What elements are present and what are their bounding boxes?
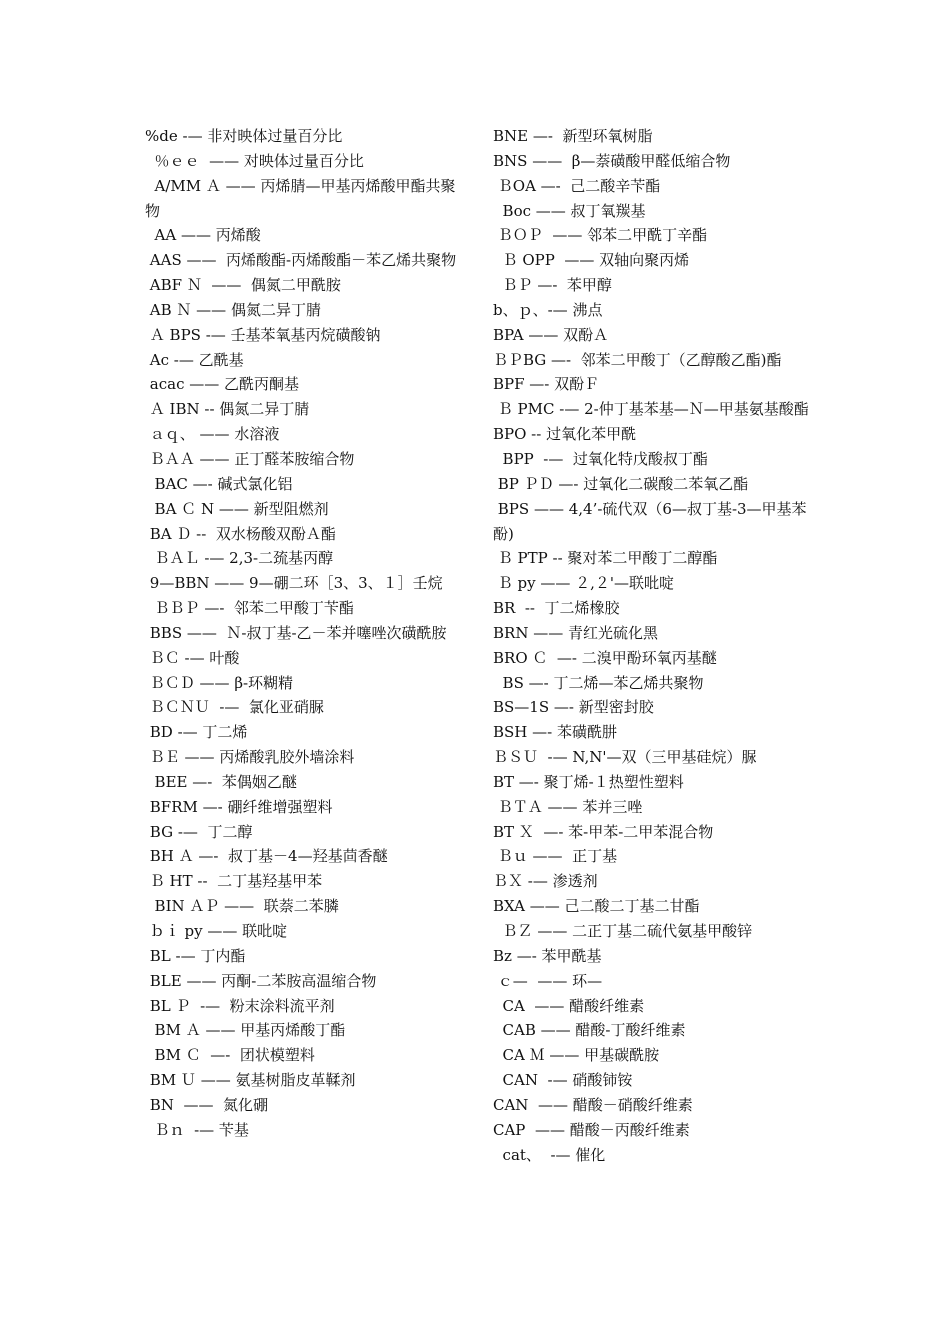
glossary-entry: acac —— 乙酰丙酮基 xyxy=(145,375,300,394)
glossary-entry: BS —- 丁二烯—苯乙烯共聚物 xyxy=(493,673,704,692)
glossary-entry: BG -— 丁二醇 xyxy=(145,822,253,841)
glossary-entry: CAB —— 醋酸-丁酸纤维素 xyxy=(493,1021,686,1040)
glossary-entry: Ｂｕ —— 正丁基 xyxy=(493,847,618,866)
glossary-entry: CAP —— 醋酸－丙酸纤维素 xyxy=(493,1120,690,1139)
glossary-entry: BFRM —- 硼纤维增强塑料 xyxy=(145,797,333,816)
glossary-entry: BSH —- 苯磺酰肼 xyxy=(493,723,617,742)
glossary-entry: Ｂ PTP -- 聚对苯二甲酸丁二醇酯 xyxy=(493,549,718,568)
glossary-entry: BPA —— 双酚Ａ xyxy=(493,325,609,344)
glossary-entry: Ac -— 乙酰基 xyxy=(145,350,244,369)
glossary-entry: Ｂ py —— ２,２'—联吡啶 xyxy=(493,574,675,593)
glossary-entry: BBS —— Ｎ-叔丁基-乙－苯并噻唑次磺酰胺 xyxy=(145,623,447,642)
glossary-entry: BN —— 氮化硼 xyxy=(145,1095,269,1114)
glossary-entry: ＢＡＡ —— 正丁醛苯胺缩合物 xyxy=(145,449,355,468)
glossary-entry: BXA —— 己二酸二丁基二甘酯 xyxy=(493,897,700,916)
glossary-entry: cat、 -— 催化 xyxy=(493,1145,606,1164)
right-column xyxy=(493,124,818,1167)
glossary-entry: AA —— 丙烯酸 xyxy=(145,226,261,245)
glossary-entry: BL Ｐ -— 粉末涂料流平剂 xyxy=(145,996,335,1015)
glossary-entry: A/MM Ａ —— 丙烯腈—甲基丙烯酸甲酯共聚物 xyxy=(145,176,456,220)
glossary-entry: Ｂ PMC -— 2-仲丁基苯基—Ｎ—甲基氨基酸酯 xyxy=(493,400,809,419)
glossary-entry: ＢＴＡ —— 苯并三唑 xyxy=(493,797,643,816)
glossary-entry: CA —— 醋酸纤维素 xyxy=(493,996,645,1015)
glossary-entry: CAN -— 硝酸铈铵 xyxy=(493,1071,633,1090)
glossary-entry: ＢＰBG —- 邻苯二甲酸丁（乙醇酸乙酯)酯 xyxy=(493,350,782,369)
glossary-entry: CAN —— 醋酸－硝酸纤维素 xyxy=(493,1095,693,1114)
glossary-entry: BRN —— 青红光硫化黑 xyxy=(493,623,658,642)
glossary-entry: 9—BBN —— 9—硼二环［3、3、１］壬烷 xyxy=(145,574,443,593)
glossary-entry: BS—1S —- 新型密封胶 xyxy=(493,698,654,717)
glossary-entry: BPO -- 过氧化苯甲酰 xyxy=(493,425,637,444)
glossary-entry: BAC —- 碱式氯化铝 xyxy=(145,474,293,493)
glossary-entry: AAS —— 丙烯酸酯-丙烯酸酯－苯乙烯共聚物 xyxy=(145,251,457,270)
glossary-entry: ＢＸ -— 渗透剂 xyxy=(493,872,598,891)
glossary-entry: ＢＺ —— 二正丁基二硫代氨基甲酸锌 xyxy=(493,922,753,940)
glossary-entry: BR -- 丁二烯橡胶 xyxy=(493,599,620,618)
glossary-entry: BA Ｃ N —— 新型阻燃剂 xyxy=(145,499,329,518)
glossary-entry: BNE —- 新型环氧树脂 xyxy=(493,127,653,145)
glossary-entry: BEE —- 苯偶姻乙醚 xyxy=(145,772,297,791)
glossary-entry: Ｂ HT -- 二丁基羟基甲苯 xyxy=(145,872,323,891)
glossary-entry: ｃ— —— 环— xyxy=(493,971,603,990)
glossary-entry: BH Ａ —- 叔丁基－4—羟基茴香醚 xyxy=(145,847,388,866)
glossary-entry: ＢＰ —- 苯甲醇 xyxy=(493,276,612,295)
glossary-entry: Ａ BPS -— 壬基苯氧基丙烷磺酸钠 xyxy=(145,325,381,344)
glossary-entry: ＢＡＬ -— 2,3-二巯基丙醇 xyxy=(145,549,334,568)
glossary-entry: BM Ｃ —- 团状模塑料 xyxy=(145,1046,315,1065)
glossary-entry: BM Ｕ —— 氨基树脂皮革鞣剂 xyxy=(145,1071,356,1090)
glossary-entry: BM Ａ —— 甲基丙烯酸丁酯 xyxy=(145,1021,346,1040)
glossary-entry: BPS —— 4,4’-硫代双（6—叔丁基-3—甲基苯酚) xyxy=(493,499,807,543)
glossary-entry: Bz —- 苯甲酰基 xyxy=(493,946,602,965)
glossary-entry: BP ＰＤ —- 过氧化二碳酸二苯氧乙酯 xyxy=(493,474,749,493)
glossary-entry: BNS —— β—萘磺酸甲醛低缩合物 xyxy=(493,151,731,170)
glossary-entry: ABF Ｎ —— 偶氮二甲酰胺 xyxy=(145,276,341,295)
glossary-entry: CA Ｍ —— 甲基碳酰胺 xyxy=(493,1046,660,1065)
glossary-entry: b、ｐ、-— 沸点 xyxy=(493,300,603,319)
glossary-entry: AB Ｎ —— 偶氮二异丁腈 xyxy=(145,300,321,319)
glossary-entry: Ｂ OPP —— 双轴向聚丙烯 xyxy=(493,251,690,270)
glossary-entry: BL -— 丁内酯 xyxy=(145,946,246,965)
glossary-entry: ＢOA —- 己二酸辛苄酯 xyxy=(493,176,661,195)
glossary-entry: ＢＣ -— 叶酸 xyxy=(145,648,240,667)
glossary-entry: BA Ｄ -- 双水杨酸双酚Ａ酯 xyxy=(145,524,336,543)
glossary-entry: ＢＣＤ —— β-环糊精 xyxy=(145,673,294,692)
glossary-entry: Boc —— 叔丁氧羰基 xyxy=(493,201,646,220)
glossary-entry: BD -— 丁二烯 xyxy=(145,723,248,742)
glossary-entry: ＢＥ —— 丙烯酸乳胶外墙涂料 xyxy=(145,748,355,767)
glossary-entry: ＢＢＰ —- 邻苯二甲酸丁苄酯 xyxy=(145,599,354,618)
glossary-entry: ｂｉ py —— 联吡啶 xyxy=(145,922,288,940)
glossary-entry: Ａ IBN -- 偶氮二异丁腈 xyxy=(145,400,310,419)
glossary-entry: ％ｅｅ —— 对映体过量百分比 xyxy=(145,151,364,170)
glossary-entry: BT —- 聚丁烯-１热塑性塑料 xyxy=(493,772,684,791)
glossary-entry: BLE —— 丙酮-二苯胺高温缩合物 xyxy=(145,971,377,990)
glossary-entry: ＢＣＮＵ -— 氯化亚硝脲 xyxy=(145,698,324,717)
glossary-entry: BIN ＡＰ —— 联萘二苯膦 xyxy=(145,897,339,916)
glossary-entry: ａｑ、 —— 水溶液 xyxy=(145,425,280,444)
glossary-entry: BPP -— 过氧化特戊酸叔丁酯 xyxy=(493,449,708,468)
glossary-entry: Ｂｎ -— 苄基 xyxy=(145,1120,249,1139)
glossary-entry: ＢＯＰ —— 邻苯二甲酰丁辛酯 xyxy=(493,226,708,245)
glossary-entry: BRO Ｃ —- 二溴甲酚环氧丙基醚 xyxy=(493,648,717,667)
glossary-entry: BT Ｘ —- 苯-甲苯-二甲苯混合物 xyxy=(493,822,714,841)
glossary-entry: BPF —- 双酚Ｆ xyxy=(493,375,600,394)
left-column xyxy=(145,124,470,1143)
glossary-entry: %de -— 非对映体过量百分比 xyxy=(145,127,343,145)
glossary-entry: ＢＳＵ -— N,N'—双（三甲基硅烷）脲 xyxy=(493,748,757,767)
